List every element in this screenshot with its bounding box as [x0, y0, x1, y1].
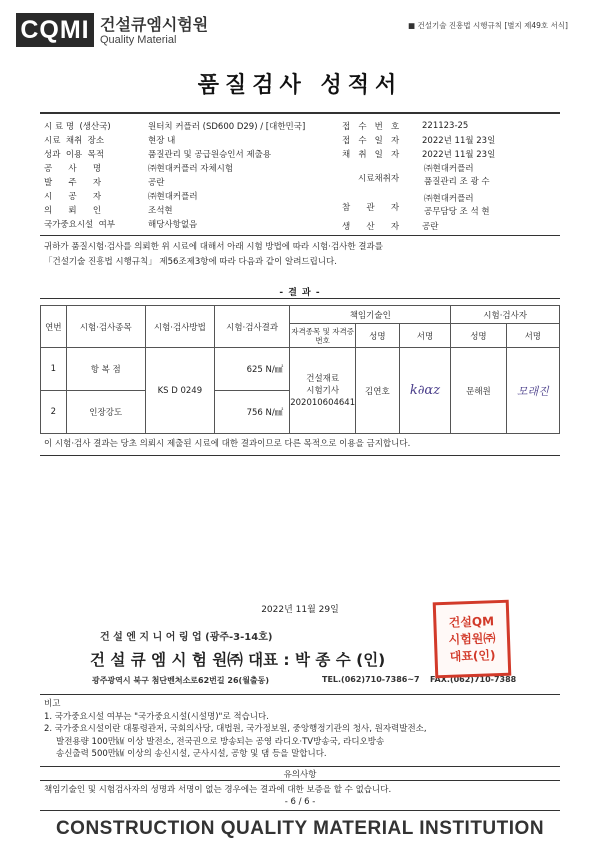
group-header-tester: 시험·검사자: [451, 306, 560, 324]
cqmi-logo: CQMI: [16, 13, 94, 47]
col-header-method: 시험·검사방법: [145, 306, 214, 348]
info-row-receipt-date: 접 수 일 자 2022년 11월 23일: [342, 135, 496, 146]
info-row-observer: 참 관 자: [342, 202, 400, 213]
divider: [40, 298, 560, 299]
caution-heading: 유의사항: [283, 770, 317, 780]
info-row-sampling-place: 시료 채취 장소 현장 내: [44, 135, 176, 146]
notice-text: 귀하가 품질시험·검사를 의뢰한 위 시료에 대해서 아래 시험 방법에 따라 시험·검사한 결과를 「건설기술 진흥법 시행규칙」 제56조제3항에 따라 다음과 같이 알려드립니다.: [44, 242, 383, 267]
tester-name: 문해원: [451, 348, 506, 434]
info-row-sampler: 시료채취자: [358, 173, 400, 184]
divider: [40, 780, 560, 781]
form-reference: ■ 건설기술 진흥법 시행규칙 [별지 제49호 서식]: [408, 21, 568, 30]
sampler-value: ㈜현대커플러 품질관리 조 광 수: [424, 164, 490, 187]
engineering-registration: 건 설 엔 지 니 어 링 업 (광주-3-14호): [100, 632, 273, 643]
table-row: 2 인장강도 756 N/㎟: [41, 391, 560, 434]
divider: [40, 766, 560, 767]
issuer-fax: FAX.(062)710-7388: [430, 675, 517, 684]
brand-name-korean: 건설큐엠시험원: [100, 15, 209, 34]
footer-banner: CONSTRUCTION QUALITY MATERIAL INSTITUTION: [55, 818, 545, 839]
col-header-result: 시험·검사결과: [215, 306, 290, 348]
disclaimer: 이 시험·검사 결과는 당초 의뢰시 제출된 시료에 대한 결과이므로 다른 목적으로 이용을 금지합니다.: [44, 439, 411, 449]
info-section: [40, 115, 560, 233]
brand-name-english: Quality Material: [100, 34, 177, 46]
col-header-no: 연번: [41, 306, 67, 348]
issuer-address: 광주광역시 북구 첨단벤처소로62번길 26(월출동): [92, 676, 270, 685]
info-row-client: 의 뢰 인 조석현: [44, 205, 173, 216]
col-header-engineer-name: 성명: [356, 324, 399, 348]
col-header-tester-name: 성명: [451, 324, 506, 348]
divider: [40, 694, 560, 695]
info-row-receipt-no: 접 수 번 호 221123-25: [342, 120, 469, 132]
info-row-sample-name: 시 료 명 (생산국) 원터치 커플러 (SD600 D29) / [대한민국]: [44, 121, 306, 132]
divider: [40, 455, 560, 456]
col-header-item: 시험·검사종목: [66, 306, 145, 348]
info-row-national-facility: 국가중요시설 여부 해당사항없음: [44, 219, 198, 230]
caution-text: 책임기술인 및 시험검사자의 성명과 서명이 없는 경우에는 결과에 대한 보증을 할 수 없습니다.: [44, 785, 392, 795]
engineer-name: 김연호: [356, 348, 399, 434]
issue-date: 2022년 11월 29일: [261, 605, 339, 615]
divider: [40, 112, 560, 114]
divider: [40, 810, 560, 811]
result-table: [40, 305, 560, 434]
issuer-name: 건 설 큐 엠 시 험 원㈜ 대표 : 박 종 수 (인): [90, 651, 386, 669]
info-row-producer: 생 산 자 공란: [342, 221, 439, 232]
col-header-qualification: 자격종목 및 자격증 번호: [290, 324, 356, 348]
observer-value: ㈜현대커플러 공무담당 조 석 현: [424, 194, 490, 217]
info-row-project: 공 사 명 ㈜현대커플러 자체시험: [44, 163, 234, 174]
col-header-engineer-sign: 서명: [399, 324, 451, 348]
remarks-heading: 비고: [44, 699, 61, 709]
page-number: - 6 / 6 -: [284, 797, 316, 807]
issuer-tel: TEL.(062)710-7386~7: [322, 675, 420, 684]
divider: [40, 235, 560, 236]
document-title: 품질검사 성적서: [197, 73, 403, 98]
info-row-contractor: 시 공 자 ㈜현대커플러: [44, 191, 198, 202]
test-method: KS D 0249: [145, 348, 214, 434]
remarks-section: 비고 1. 국가중요시설 여부는 "국가중요시설(시설명)"로 적습니다. 2. 국가중요시설이란 대통령관저, 국회의사당, 대법원, 국가정보원, 중앙행정기관의 청사, 원자력발전소, 발전용량 100만㎾ 이상 발전소, 전국권으로 방송되는 공영 라디오·TV방송국, 라디오방송 송신출력 500만㎾ 이상의 송신시설, 군사시설, 공항 및 댐 등을 말합니다.: [44, 698, 560, 761]
table-row: 1 항 복 점 KS D 0249 625 N/㎟ 건설재료 시험기사 202010604641 김연호 k∂ɑz 문해원 모래진: [41, 348, 560, 391]
result-heading: - 결 과 -: [279, 288, 321, 298]
info-row-purpose: 성과 이용 목적 품질관리 및 공급원승인서 제출용: [44, 149, 272, 160]
qualification-cell: 건설재료 시험기사 202010604641: [290, 348, 356, 434]
info-row-sampling-date: 채 취 일 자 2022년 11월 23일: [342, 149, 496, 160]
company-seal: 건설QM 시험원㈜ 대표(인): [433, 600, 512, 679]
info-row-orderer: 발 주 자 공란: [44, 177, 165, 188]
engineer-signature: k∂ɑz: [399, 348, 451, 434]
group-header-engineer: 책임기술인: [290, 306, 451, 324]
col-header-tester-sign: 서명: [506, 324, 559, 348]
tester-signature: 모래진: [506, 348, 559, 434]
